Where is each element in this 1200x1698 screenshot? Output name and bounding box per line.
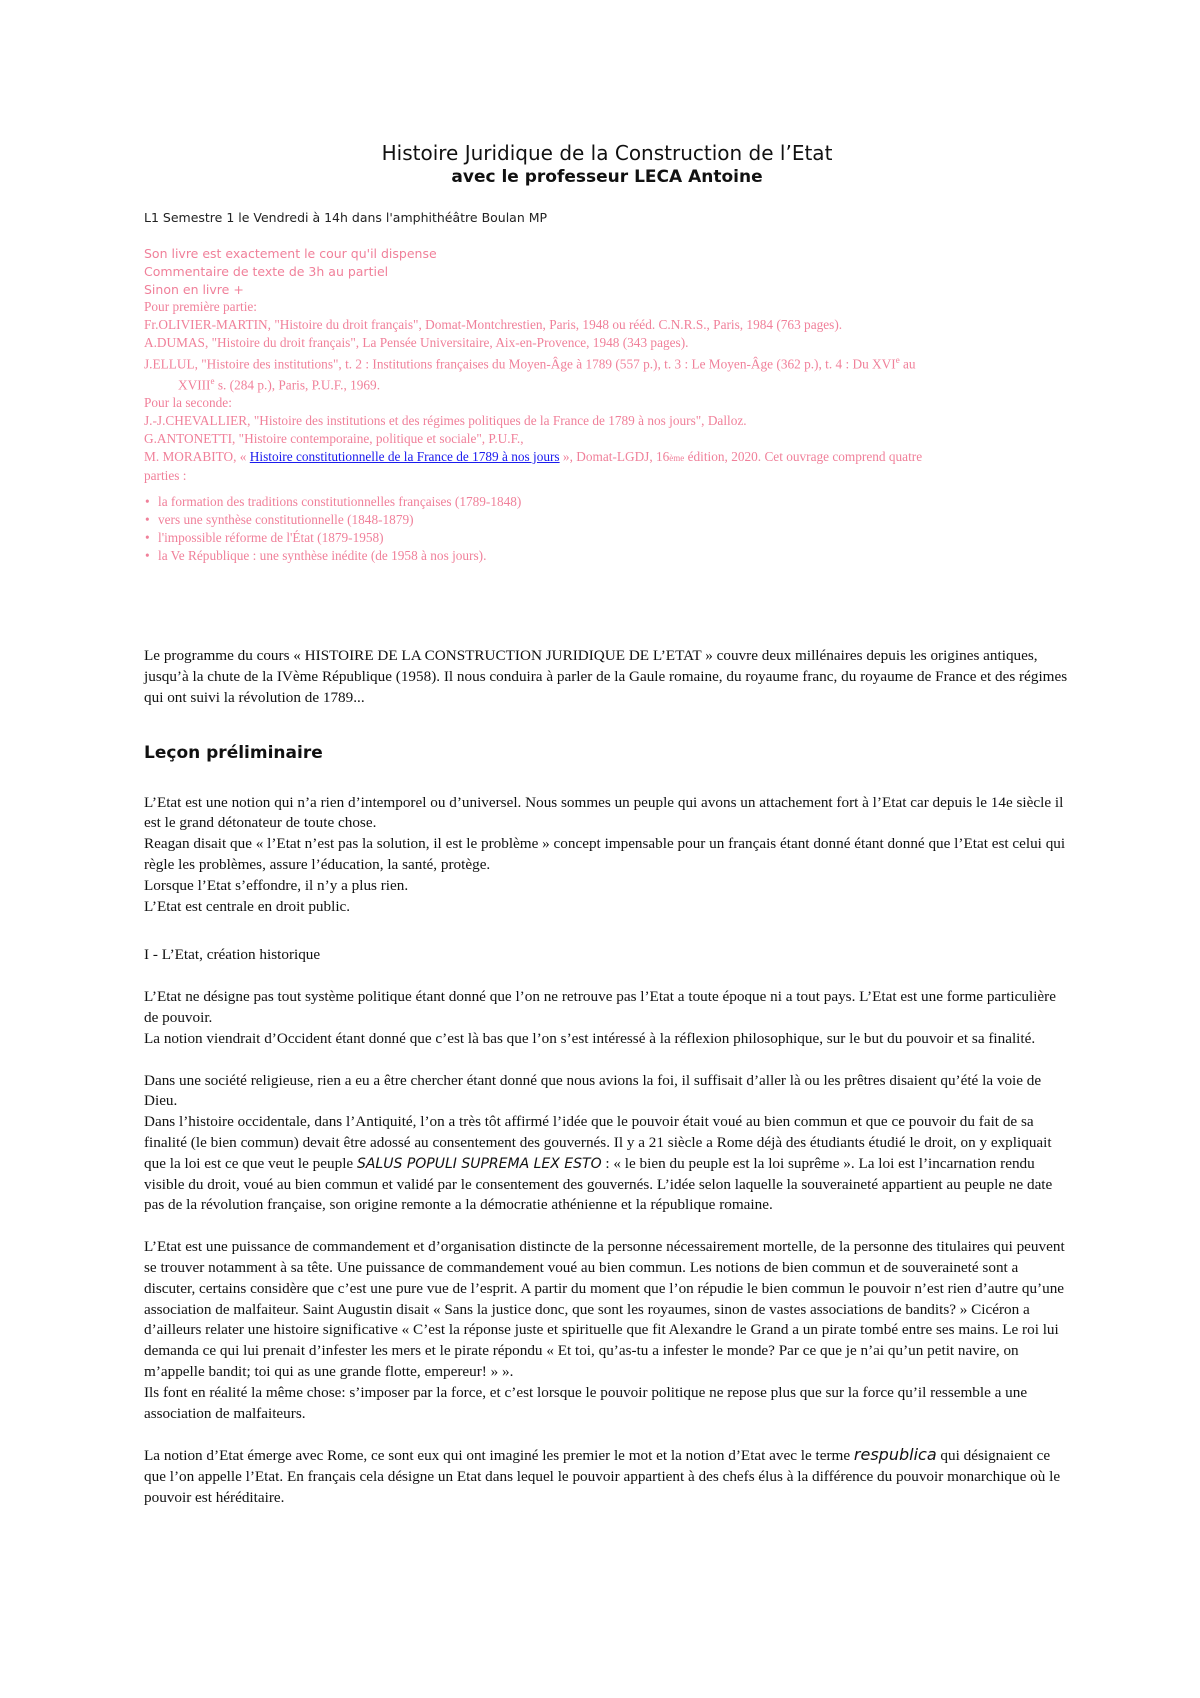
list-item: • la Ve République : une synthèse inédite (de 1958 à nos jours). (158, 547, 1070, 565)
paragraph (144, 1445, 1070, 1508)
parts-list (144, 493, 1070, 564)
intro-paragraph: Le programme du cours « HISTOIRE DE LA CONSTRUCTION JURIDIQUE DE L’ETAT » couvre deux millénaires depuis les origines antiques, jusqu’à la chute de la IVème République (1958). Il nous conduira à parler de la Gaule romaine, du royaume franc, du royaume de France et des régimes qui ont suivi la révolution de 1789... (144, 647, 1068, 706)
document-content (144, 140, 1070, 1509)
ref-text: édition, 2020. Cet ouvrage comprend quatre (684, 448, 923, 464)
note-line: parties : (144, 468, 187, 484)
ref-sup: e (210, 376, 215, 386)
latin-maxim: SALUS POPULI SUPREMA LEX ESTO (356, 1155, 602, 1172)
paragraph: L’Etat est centrale en droit public. (144, 897, 351, 915)
bibliography-entry (144, 352, 1070, 373)
note-line: Sinon en livre + (144, 281, 244, 297)
paragraph: La notion viendrait d’Occident étant donné que c’est là bas que l’on s’est intéressé à la réflexion philosophique, sur le but du pouvoir et sa finalité. (144, 1029, 1036, 1047)
subsection-heading: I - L’Etat, création historique (144, 946, 321, 964)
ref-text: au (899, 356, 916, 372)
bibliography-entry-cont (144, 373, 1070, 394)
paragraph: Reagan disait que « l’Etat n’est pas la solution, il est le problème » concept impensable pour un français étant donné étant donné que l’Etat est celui qui règle les problèmes, assure l’éducation, la santé, protège. (144, 835, 1066, 873)
ref-text: M. MORABITO, « (144, 448, 250, 464)
document-subtitle: avec le professeur LECA Antoine (451, 167, 763, 187)
note-line: Pour la seconde: (144, 395, 232, 411)
document-title: Histoire Juridique de la Construction de l’Etat (381, 141, 833, 165)
bibliography-entry: G.ANTONETTI, "Histoire contemporaine, politique et sociale", P.U.F., (144, 430, 524, 446)
paragraph: L’Etat ne désigne pas tout système politique étant donné que l’on ne retrouve pas l’Etat a toute époque ni a tout pays. L’Etat est une forme particulière de pouvoir. (144, 988, 1056, 1026)
paragraph: Lorsque l’Etat s’effondre, il n’y a plus rien. (144, 876, 409, 894)
paragraph: Dans une société religieuse, rien a eu a être chercher étant donné que nous avions la foi, il suffisait d’aller là ou les prêtres disaient qu’été la voie de Dieu. (144, 1071, 1042, 1110)
bibliography-entry: Fr.OLIVIER-MARTIN, "Histoire du droit français", Domat-Montchrestien, Paris, 1948 ou rééd. C.N.R.S., Paris, 1984 (763 pages). (144, 317, 843, 333)
ref-text: XVIII (178, 377, 211, 393)
paragraph-text: qui désignaient ce que l’on appelle l’Etat. En français cela désigne un Etat dans lequel le pouvoir appartient à des chefs élus à la différence du pouvoir monarchique où le pouvoir est héréditaire. (144, 1447, 1061, 1506)
ref-text: s. (284 p.), Paris, P.U.F., 1969. (214, 377, 381, 393)
paragraph-text: La notion d’Etat émerge avec Rome, ce sont eux qui ont imaginé les premier le mot et la notion d’Etat avec le terme (144, 1447, 854, 1465)
bibliography-entry (144, 448, 1070, 468)
ref-text: », Domat-LGDJ, 16 (559, 448, 670, 464)
latin-term: respublica (853, 1445, 937, 1465)
list-item: • la formation des traditions constitutionnelles françaises (1789-1848) (158, 493, 1070, 511)
note-line: Son livre est exactement le cour qu'il dispense (144, 246, 437, 261)
bibliography-entry: J.-J.CHEVALLIER, "Histoire des institutions et des régimes politiques de la France de 1789 à nos jours", Dalloz. (144, 413, 747, 429)
paragraph-text: Dans l’histoire occidentale, dans l’Antiquité, l’on a très tôt affirmé l’idée que le pouvoir était voué au bien commun et que ce pouvoir du fait de sa finalité (le bien commun) devait être adossé au consentement des gouvernés. Il y a 21 siècle a Rome déjà des étudiants étudié le droit, on y expliquait que la loi est ce que veut le peuple (144, 1113, 1052, 1172)
book-link[interactable]: Histoire constitutionnelle de la France de 1789 à nos jours (249, 448, 560, 464)
section-heading: Leçon préliminaire (144, 742, 323, 763)
reading-notes (144, 245, 1070, 564)
course-info: L1 Semestre 1 le Vendredi à 14h dans l'amphithéâtre Boulan MP (144, 210, 548, 225)
ref-sup: ème (669, 452, 685, 463)
paragraph-text: : « le bien du peuple est la loi suprême ». La loi est l’incarnation rendu visible du droit, voué au bien commun et validé par le consentement des gouvernés. L’idée selon laquelle la souveraineté appartient au peuple ne date pas de la révolution française, son origine remonte a la démocratie athénienne et la république romaine. (144, 1154, 1053, 1214)
paragraph: L’Etat est une notion qui n’a rien d’intemporel ou d’universel. Nous sommes un peuple qui avons un attachement fort à l’Etat car depuis le 14e siècle il est le grand détonateur de toute chose. (144, 793, 1064, 832)
paragraph: L’Etat est une puissance de commandement et d’organisation distincte de la personne nécessairement mortelle, de la personne des titulaires qui peuvent se trouver notamment à sa tête. Une puissance de commandement voué au bien commun. Les notions de bien commun et de souveraineté sont a discuter, certains considère que c’est une pure vue de l’esprit. A partir du moment que l’on répudie le bien commun le pouvoir n’est rien d’autre qu’une association de malfaiteur. Saint Augustin disait « Sans la justice donc, que sont les royaumes, sinon de vastes associations de bandits? » Cicéron a d’ailleurs relater une histoire significative « C’est la réponse juste et spirituelle que fit Alexandre le Grand a un pirate tombé entre ses mains. Le roi lui demanda ce qui lui prenait d’infester les mers et le pirate répondu « Et toi, qu’as-tu a infester le monde? Par ce que je n’ai qu’un petit navire, on m’appelle bandit; toi qui as une grande flotte, empereur! » ». (144, 1238, 1065, 1380)
course-body (144, 646, 1070, 1508)
list-item: • l'impossible réforme de l'État (1879-1958) (158, 529, 1070, 547)
ref-text: J.ELLUL, "Histoire des institutions", t. 2 : Institutions françaises du Moyen-Âge à 1789 (557 p.), t. 3 : Le Moyen-Âge (362 p.), t. 4 : Du XVI (144, 356, 896, 372)
note-line: Pour première partie: (144, 299, 257, 315)
bibliography-entry: A.DUMAS, "Histoire du droit français", La Pensée Universitaire, Aix-en-Provence, 1948 (343 pages). (144, 334, 689, 350)
paragraph: Ils font en réalité la même chose: s’imposer par la force, et c’est lorsque le pouvoir politique ne repose plus que sur la force qu’il ressemble a une association de malfaiteurs. (144, 1383, 1028, 1422)
ref-sup: e (895, 354, 900, 365)
paragraph (144, 1112, 1070, 1216)
list-item: • vers une synthèse constitutionnelle (1848-1879) (158, 511, 1070, 529)
note-line: Commentaire de texte de 3h au partiel (144, 263, 389, 279)
